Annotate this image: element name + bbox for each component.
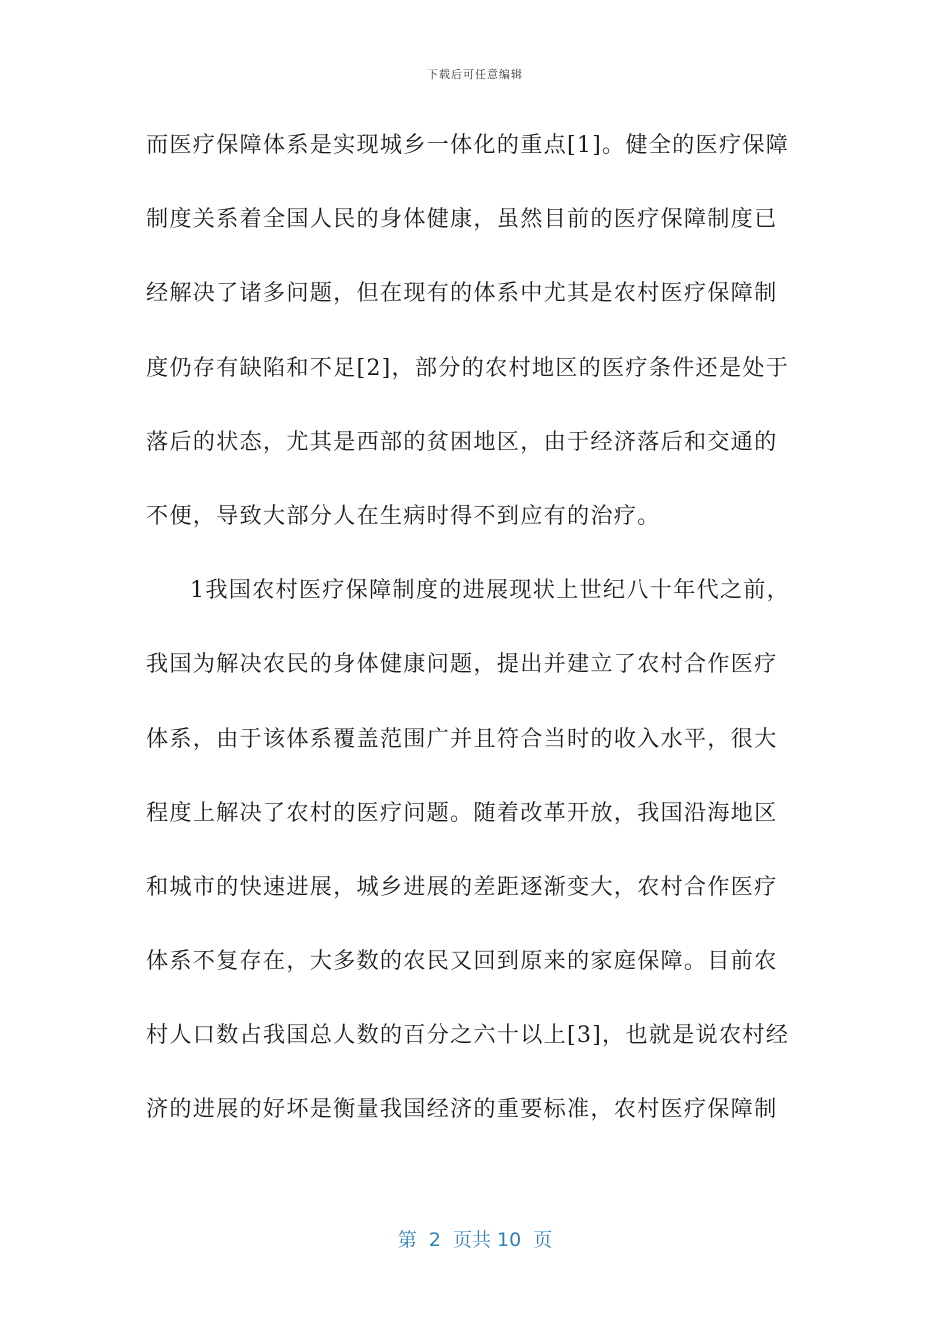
text-line: 程度上解决了农村的医疗问题。随着改革开放，我国沿海地区 — [146, 799, 778, 826]
text-line: 体系，由于该体系覆盖范围广并且符合当时的收入水平，很大 — [146, 725, 778, 752]
text-line: 我国为解决农民的身体健康问题，提出并建立了农村合作医疗 — [146, 651, 778, 678]
text-line: 体系不复存在，大多数的农民又回到原来的家庭保障。目前农 — [146, 948, 778, 975]
text-line: 度仍存有缺陷和不足[2]，部分的农村地区的医疗条件还是处于 — [146, 354, 790, 381]
text-line: 制度关系着全国人民的身体健康，虽然目前的医疗保障制度已 — [146, 206, 778, 233]
document-body — [146, 118, 811, 1157]
text-line: 落后的状态，尤其是西部的贫困地区，由于经济落后和交通的 — [146, 428, 778, 455]
text-line: 经解决了诸多问题，但在现有的体系中尤其是农村医疗保障制 — [146, 280, 778, 307]
page-header: 下载后可任意编辑 — [427, 68, 523, 81]
text-line: 村人口数占我国总人数的百分之六十以上[3]，也就是说农村经 — [146, 1022, 790, 1049]
text-line: 不便，导致大部分人在生病时得不到应有的治疗。 — [146, 502, 661, 529]
section-heading-line: 1我国农村医疗保障制度的进展现状上世纪八十年代之前， — [190, 577, 791, 604]
text-line: 和城市的快速进展，城乡进展的差距逐渐变大，农村合作医疗 — [146, 873, 778, 900]
page-number-footer: 第 2 页共 10 页 — [397, 1229, 553, 1251]
text-line: 济的进展的好坏是衡量我国经济的重要标准，农村医疗保障制 — [146, 1096, 778, 1123]
text-line: 而医疗保障体系是实现城乡一体化的重点[1]。健全的医疗保障 — [146, 132, 790, 158]
